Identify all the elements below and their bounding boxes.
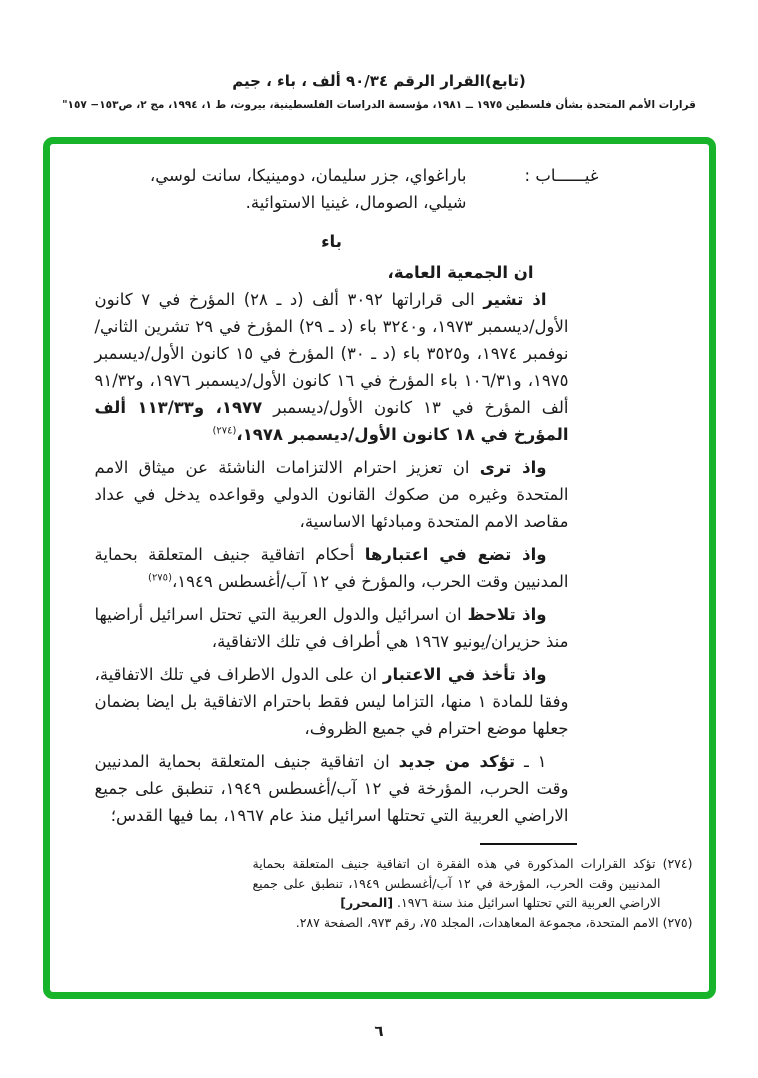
body-paragraph: واذ تلاحظ ان اسرائيل والدول العربية التي تحتل اسرائيل أراضيها منذ حزيران/يونيو ١٩٦٧ هي أطراف في تلك الاتفاقية، [94, 605, 569, 651]
highlight-frame [43, 137, 716, 999]
body-paragraph: واذ تضع في اعتبارها أحكام اتفاقية جنيف المتعلقة بحماية المدنيين وقت الحرب، والمؤرخ في ١٢ آب/أغسطس ١٩٤٩،$^{(٢٧٥)}$ [94, 545, 569, 591]
body-paragraph: ١ ـ تؤكد من جديد ان اتفاقية جنيف المتعلقة بحماية المدنيين وقت الحرب، المؤرخة في ١٢ آب/أغسطس ١٩٤٩، تنطبق على جميع الاراضي العربية التي تحتلها اسرائيل منذ عام ١٩٦٧، بما فيها القدس؛ [94, 752, 569, 825]
footnote: (٢٧٤) تؤكد القرارات المذكورة في هذه الفقرة ان اتفاقية جنيف المتعلقة بحماية المدنيين وقت الحرب، المؤرخة في ١٢ آب/أغسطس ١٩٤٩، تنطبق على جميع الاراضي العربية التي تحتلها اسرائيل منذ سنة ١٩٧٦. [المحرر] [252, 856, 693, 910]
footnote-separator [480, 843, 577, 845]
paragraphs-column [95, 286, 709, 829]
absentees-list: باراغواي، جزر سليمان، دومينيكا، سانت لوسي، شيلي، الصومال، غينيا الاستوائية. [149, 166, 467, 212]
preamble-opening: ان الجمعية العامة، [387, 263, 534, 282]
document-body [50, 144, 709, 932]
absentees-label: غيــــــاب : [524, 166, 599, 185]
body-paragraph: اذ تشير الى قراراتها ٣٠٩٢ ألف (د ـ ٢٨) المؤرخ في ٧ كانون الأول/ديسمبر ١٩٧٣، و٣٢٤٠ باء (د ـ ٢٩) المؤرخ في ٢٩ تشرين الثاني/نوفمبر ١٩٧٤، و٣٥٢٥ باء (د ـ ٣٠) المؤرخ في ١٥ كانون الأول/ديسمبر ١٩٧٥، و١٠٦/٣١ باء المؤرخ في ١٦ كانون الأول/ديسمبر ١٩٧٦، و٩١/٣٢ ألف المؤرخ في ١٣ كانون الأول/ديسمبر ١٩٧٧، و١١٣/٣٣ ألف المؤرخ في ١٨ كانون الأول/ديسمبر ١٩٧٨،$^{(٢٧٤)}$ [94, 290, 569, 444]
section-heading-ba: باء [321, 232, 342, 251]
footnote: (٢٧٥) الامم المتحدة، مجموعة المعاهدات، المجلد ٧٥، رقم ٩٧٣، الصفحة ٢٨٧. [295, 914, 693, 930]
document-title: (تابع)القرار الرقم ٩٠/٣٤ ألف ، باء ، جيم [232, 72, 526, 90]
absentees-block [95, 162, 599, 216]
page-number: ٦ [374, 1022, 384, 1040]
body-paragraph: واذ ترى ان تعزيز احترام الالتزامات الناشئة عن ميثاق الامم المتحدة وغيره من صكوك القانون الدولي وقواعده يدخل في عداد مقاصد الامم المتحدة ومبادئها الاساسية، [94, 458, 569, 531]
footnotes-block [95, 854, 709, 932]
document-header [0, 0, 758, 111]
body-paragraph: واذ تأخذ في الاعتبار ان على الدول الاطراف في تلك الاتفاقية، وفقا للمادة ١ منها، التزاما ليس فقط باحترام الاتفاقية بل ايضا بضمان جعلها موضع احترام في جميع الظروف، [94, 665, 569, 738]
source-citation: قرارات الأمم المتحدة بشأن فلسطين ١٩٧٥ ــ ١٩٨١، مؤسسة الدراسات الفلسطينية، بيروت، ط ١، ١٩٩٤، مج ٢، ص١٥٣− ١٥٧" [62, 99, 696, 111]
